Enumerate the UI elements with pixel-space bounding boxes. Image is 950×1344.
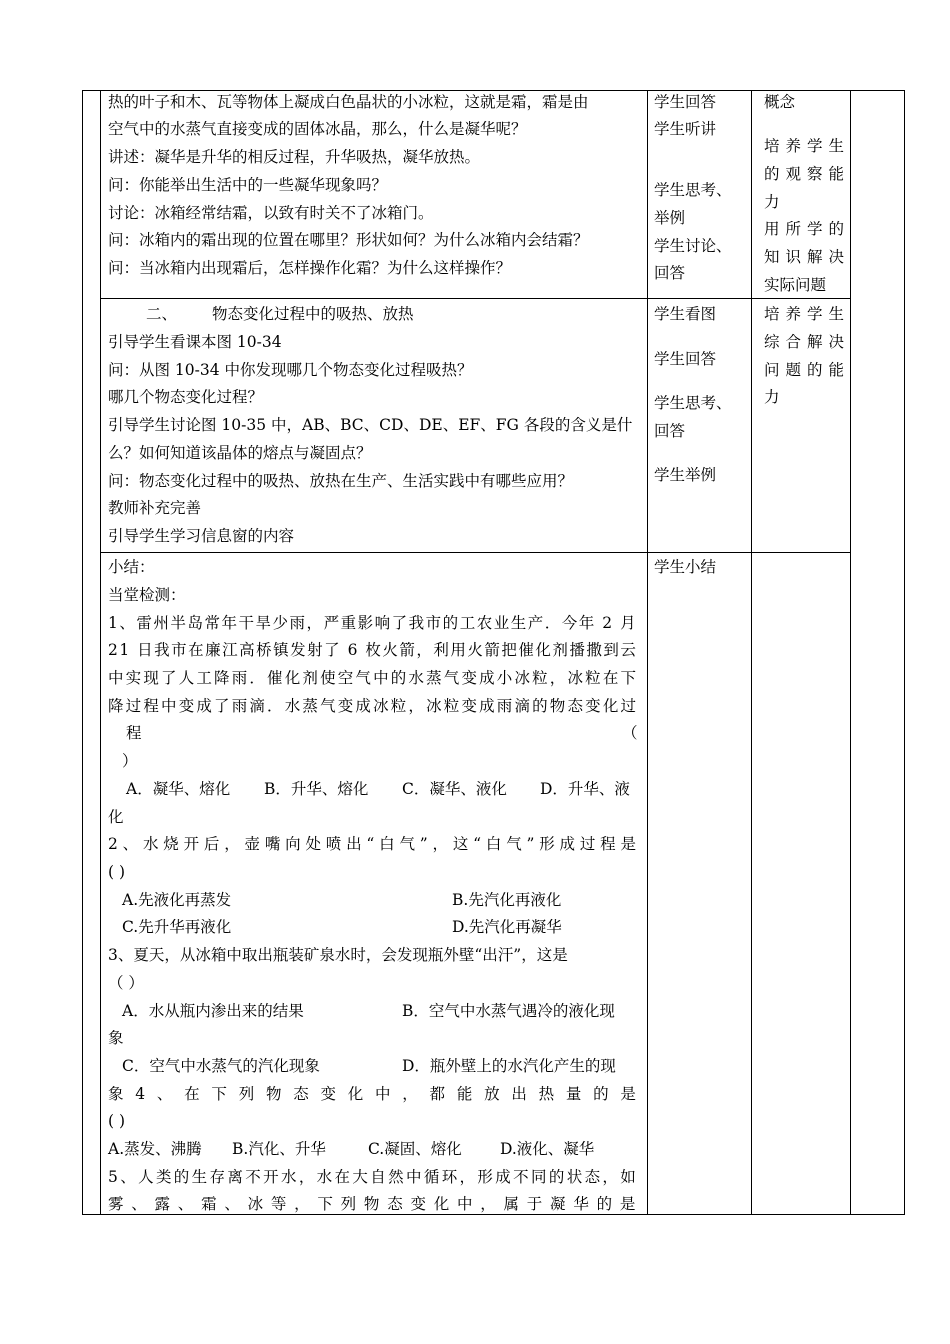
answer-paren-close: ） xyxy=(122,752,138,770)
option: D．升华、液 xyxy=(540,780,630,798)
student-line: 回答 xyxy=(654,264,686,282)
option: C.凝固、熔化 xyxy=(368,1140,462,1158)
question-1-tail: 程 xyxy=(126,724,142,742)
content-line: 讨论：冰箱经常结霜，以致有时关不了冰箱门。 xyxy=(108,204,434,222)
content-line: 引导学生看课本图 10-34 xyxy=(108,333,282,351)
purpose-line: 问 题 的 能 xyxy=(764,361,844,379)
option: B.先汽化再液化 xyxy=(452,891,562,909)
row-divider-1 xyxy=(100,298,851,299)
answer-paren: ( ) xyxy=(108,1112,126,1130)
option-tail: 象 xyxy=(108,1029,124,1047)
option: C．凝华、液化 xyxy=(402,780,507,798)
content-line: 教师补充完善 xyxy=(108,499,202,517)
purpose-line: 培 养 学 生 xyxy=(764,137,844,155)
option: A．水从瓶内渗出来的结果 xyxy=(122,1002,304,1020)
content-line: 么？如何知道该晶体的熔点与凝固点？ xyxy=(108,444,372,462)
purpose-line: 实际问题 xyxy=(764,276,827,294)
option: A.蒸发、沸腾 xyxy=(108,1140,202,1158)
student-line: 学生思考、 xyxy=(654,181,732,199)
question-2: 2 、 水 烧 开 后 ， 壶 嘴 向 处 喷 出 “ 白 气 ” ， 这 “ 白 气 ” 形 成 过 程 是 xyxy=(108,835,636,853)
table-left-border xyxy=(82,90,83,1215)
section-heading: 物态变化过程中的吸热、放热 xyxy=(212,305,414,323)
question-5-line: 雾 、 露 、 霜 、 冰 等 ， 下 列 物 态 变 化 中 ， 属 于 凝 华 的 是 xyxy=(108,1195,636,1213)
student-line: 学生听讲 xyxy=(654,120,717,138)
content-line: 热的叶子和木、瓦等物体上凝成白色晶状的小冰粒，这就是霜，霜是由 xyxy=(108,93,589,111)
answer-paren-open: （ xyxy=(622,724,638,742)
student-line: 学生回答 xyxy=(654,350,717,368)
section-number: 二、 xyxy=(146,305,178,323)
option: B．空气中水蒸气遇冷的液化现 xyxy=(402,1002,615,1020)
purpose-right-border xyxy=(850,90,851,1215)
purpose-line: 用 所 学 的 xyxy=(764,220,844,238)
row-divider-2 xyxy=(100,552,851,553)
content-left-border xyxy=(100,90,101,1215)
content-line: 问：物态变化过程中的吸热、放热在生产、生活实践中有哪些应用？ xyxy=(108,472,574,490)
content-line: 哪几个物态变化过程？ xyxy=(108,388,264,406)
student-line: 学生回答 xyxy=(654,93,717,111)
check-label: 当堂检测： xyxy=(108,586,186,604)
content-line: 讲述：凝华是升华的相反过程，升华吸热，凝华放热。 xyxy=(108,148,481,166)
purpose-line: 力 xyxy=(764,193,780,211)
question-1-line: 1 、 雷 州 半 岛 常 年 干 旱 少 雨 ， 严 重 影 响 了 我 市 的 工 农 业 生 产 ． 今 年 2 月 xyxy=(108,614,636,632)
student-line: 回答 xyxy=(654,422,686,440)
option: C．空气中水蒸气的汽化现象 xyxy=(122,1057,320,1075)
student-line: 学生小结 xyxy=(654,558,717,576)
content-line: 问：你能举出生活中的一些凝华现象吗？ xyxy=(108,176,388,194)
option: A.先液化再蒸发 xyxy=(122,891,232,909)
purpose-line: 的 观 察 能 xyxy=(764,165,844,183)
option: A．凝华、熔化 xyxy=(126,780,231,798)
question-1-line: 中 实 现 了 人 工 降 雨 ． 催 化 剂 使 空 气 中 的 水 蒸 气 变 成 小 冰 粒 ， 冰 粒 在 下 xyxy=(108,669,636,687)
content-right-border xyxy=(647,90,648,1215)
purpose-line: 综 合 解 决 xyxy=(764,333,844,351)
option: D．瓶外壁上的水汽化产生的现 xyxy=(402,1057,616,1075)
student-line: 学生举例 xyxy=(654,466,717,484)
purpose-line: 力 xyxy=(764,388,780,406)
option: B．升华、熔化 xyxy=(264,780,369,798)
purpose-line: 概念 xyxy=(764,93,796,111)
table-top-border xyxy=(82,90,905,91)
student-line: 学生讨论、 xyxy=(654,237,732,255)
answer-paren: ( ) xyxy=(108,863,126,881)
answer-paren: （ ） xyxy=(108,974,144,992)
content-line: 问：冰箱内的霜出现的位置在哪里？形状如何？为什么冰箱内会结霜？ xyxy=(108,231,589,249)
student-right-border xyxy=(751,90,752,1215)
option: D.液化、凝华 xyxy=(500,1140,595,1158)
purpose-line: 知 识 解 决 xyxy=(764,248,844,266)
student-line: 学生思考、 xyxy=(654,394,732,412)
question-1-line: 降 过 程 中 变 成 了 雨 滴 ． 水 蒸 气 变 成 冰 粒 ， 冰 粒 变 成 雨 滴 的 物 态 变 化 过 xyxy=(108,697,636,715)
content-line: 空气中的水蒸气直接变成的固体冰晶，那么，什么是凝华呢？ xyxy=(108,120,527,138)
content-line: 引导学生学习信息窗的内容 xyxy=(108,527,295,545)
question-4: 象 4 、 在 下 列 物 态 变 化 中 ， 都 能 放 出 热 量 的 是 xyxy=(108,1085,636,1103)
content-line: 引导学生讨论图 10-35 中，AB、BC、CD、DE、EF、FG 各段的含义是什 xyxy=(108,416,633,434)
content-line: 问：当冰箱内出现霜后，怎样操作化霜？为什么这样操作？ xyxy=(108,259,512,277)
summary-label: 小结： xyxy=(108,558,155,576)
option: D.先汽化再凝华 xyxy=(452,918,562,936)
option: C.先升华再液化 xyxy=(122,918,232,936)
option-tail: 化 xyxy=(108,808,124,826)
option: B.汽化、升华 xyxy=(232,1140,326,1158)
student-line: 学生看图 xyxy=(654,305,717,323)
purpose-line: 培 养 学 生 xyxy=(764,305,844,323)
student-line: 举例 xyxy=(654,209,686,227)
table-right-border xyxy=(904,90,905,1215)
question-5-line: 5 、 人 类 的 生 存 离 不 开 水 ， 水 在 大 自 然 中 循 环 ， 形 成 不 同 的 状 态 ， 如 xyxy=(108,1168,636,1186)
question-3: 3、夏天，从冰箱中取出瓶装矿泉水时，会发现瓶外壁“出汗”，这是 xyxy=(108,946,568,964)
table-bottom-border xyxy=(82,1214,905,1215)
question-1-line: 2 1 日 我 市 在 廉 江 高 桥 镇 发 射 了 6 枚 火 箭 ， 利 用 火 箭 把 催 化 剂 播 撒 到 云 xyxy=(108,641,636,659)
content-line: 问：从图 10-34 中你发现哪几个物态变化过程吸热？ xyxy=(108,361,473,379)
